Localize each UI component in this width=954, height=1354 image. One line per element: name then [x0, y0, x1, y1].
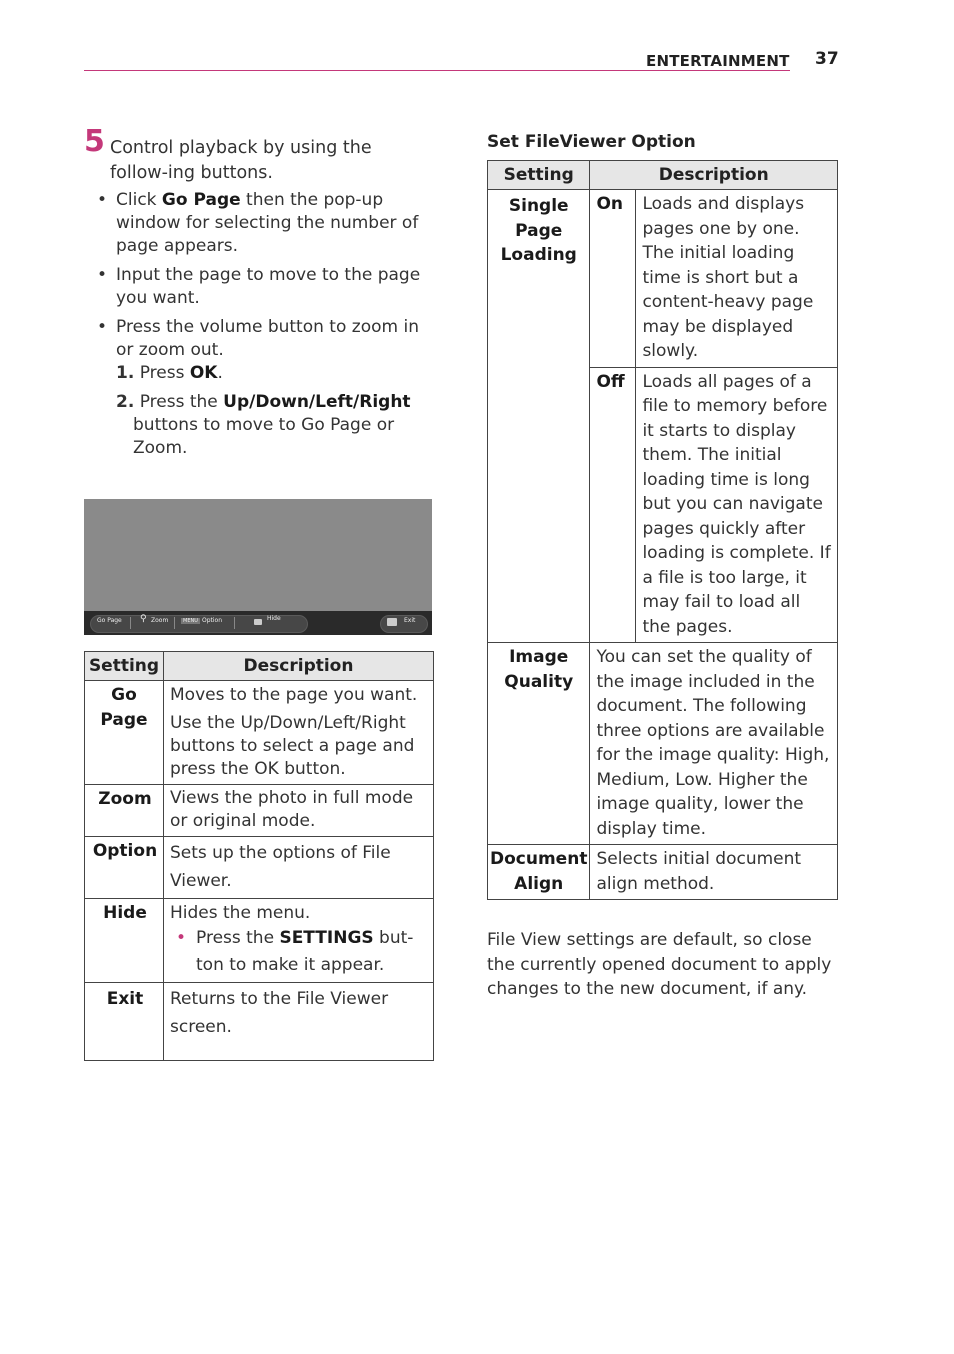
table2-header-description: Description	[590, 161, 838, 190]
menu-key-icon: MENU	[183, 618, 198, 624]
zoom-button[interactable]: Zoom	[151, 617, 169, 624]
table-row: Image Quality You can set the quality of the image included in the document. The following three options are available for the image quality: High, Medium, Low. Higher the image quality, lower the display time.	[488, 643, 838, 845]
setting-image-quality: Image Quality	[488, 643, 590, 845]
setting-zoom: Zoom	[85, 784, 164, 836]
table-row: Option Sets up the options of File Viewer.	[85, 836, 434, 898]
table-row: Off Loads all pages of a file to memory before it starts to display them. The initial loading time is long but you can navigate pages quickly after loading is complete. If a file is too large, it may fail to load all the pages.	[488, 367, 838, 643]
instructions	[84, 124, 434, 460]
section-title: ENTERTAINMENT	[646, 52, 790, 70]
table2-header-setting: Setting	[488, 161, 590, 190]
setting-exit: Exit	[85, 982, 164, 1060]
fileviewer-screenshot	[84, 499, 432, 635]
step-number: 5	[84, 124, 105, 159]
playback-buttons-table	[84, 651, 434, 1061]
setting-hide: Hide	[85, 898, 164, 982]
table-row: Single Page Loading On Loads and displays pages one by one. The initial loading time is short but a content-heavy page may be displayed slowly.	[488, 190, 838, 368]
table-row: Document Align Selects initial document align method.	[488, 845, 838, 900]
table-row: Zoom Views the photo in full mode or original mode.	[85, 784, 434, 836]
exit-button[interactable]: Exit	[404, 617, 416, 624]
option-off: Off	[590, 367, 636, 643]
tv-control-bar	[84, 611, 432, 635]
bullet-go-page: • Click Go Page then the pop-up window for selecting the number of page appears.	[97, 190, 419, 256]
header-rule	[84, 70, 790, 71]
zoom-icon: ⚲	[140, 614, 147, 624]
step-5	[84, 124, 434, 185]
table1-header-description: Description	[164, 652, 434, 681]
option-on: On	[590, 190, 636, 368]
fileviewer-option-title: Set FileViewer Option	[487, 132, 696, 152]
substep-1: 1. Press OK.	[116, 363, 223, 383]
exit-icon	[387, 618, 397, 626]
go-page-button[interactable]: Go Page	[97, 617, 122, 624]
bullet-zoom: • Press the volume button to zoom in or zoom out.	[97, 317, 419, 360]
option-button[interactable]: Option	[202, 617, 223, 624]
table-row: Exit Returns to the File Viewer screen.	[85, 982, 434, 1060]
setting-option: Option	[85, 836, 164, 898]
substep-2: 2. Press the Up/Down/Left/Right buttons to move to Go Page or Zoom.	[116, 392, 411, 458]
settings-note: File View settings are default, so close the currently opened document to apply changes to the new document, if any.	[487, 930, 832, 999]
fileviewer-option-table	[487, 160, 838, 900]
table-row: Go Page Moves to the page you want. Use the Up/Down/Left/Right buttons to select a page and press the OK button.	[85, 681, 434, 785]
setting-go-page: Go Page	[85, 681, 164, 785]
hide-button[interactable]: Hide	[267, 615, 281, 622]
setting-single-page-loading: Single Page Loading	[488, 190, 590, 643]
table-row: Hide Hides the menu. • Press the SETTINGS but-ton to make it appear.	[85, 898, 434, 982]
setting-document-align: Document Align	[488, 845, 590, 900]
step-text: Control playback by using the follow-ing buttons.	[110, 138, 372, 183]
bullet-input-page: • Input the page to move to the page you want.	[97, 265, 421, 308]
hide-icon	[254, 619, 262, 625]
page-number: 37	[815, 49, 839, 69]
table1-header-setting: Setting	[85, 652, 164, 681]
